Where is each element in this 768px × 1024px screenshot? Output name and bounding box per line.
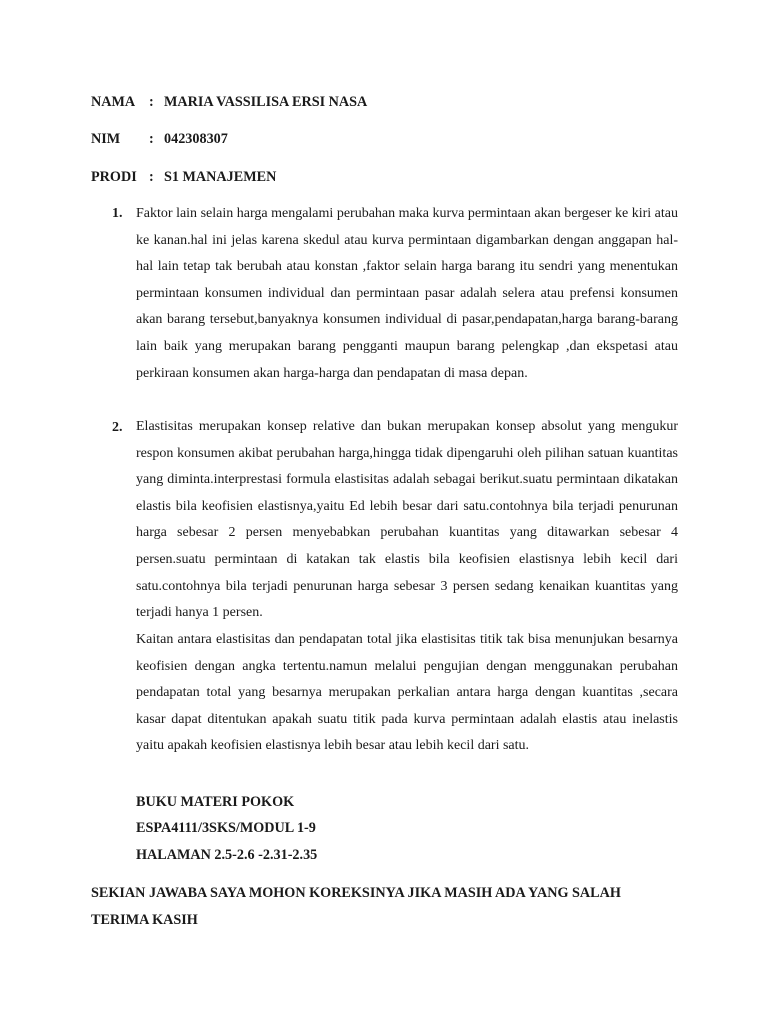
closing-line-2: TERIMA KASIH <box>91 912 198 928</box>
answer-1-number: 1. <box>112 206 123 221</box>
reference-pages: HALAMAN 2.5-2.6 -2.31-2.35 <box>136 847 318 863</box>
answer-2-paragraph-2: Kaitan antara elastisitas dan pendapatan total jika elastisitas titik tak bisa menunjukan besarnya keofisien dengan angka tertentu.namun melalui pengujian dengan menggunakan perubahan pendapatan total yang besarnya merupakan perkalian antara harga dengan kuantitas ,secara kasar dapat ditentukan apakah suatu titik pada kurva permintaan adalah elastis atau inelastis yaitu apakah keofisien elastisnya lebih besar atau lebih kecil dari satu. <box>136 632 678 754</box>
nim-label: NIM <box>91 131 121 147</box>
reference-book: BUKU MATERI POKOK <box>136 794 295 810</box>
answer-2-number: 2. <box>112 420 123 435</box>
prodi-field <box>91 169 277 186</box>
closing-note <box>91 880 678 934</box>
closing-line-1: SEKIAN JAWABA SAYA MOHON KOREKSINYA JIKA MASIH ADA YANG SALAH <box>91 885 621 901</box>
reference-code: ESPA4111/3SKS/MODUL 1-9 <box>136 820 316 836</box>
answer-2-paragraph: Elastisitas merupakan konsep relative dan bukan merupakan konsep absolut yang mengukur respon konsumen akibat perubahan harga,hingga tidak dipengaruhi oleh pilihan satuan kuantitas yang diminta.interprestasi formula elastisitas adalah sebagai berikut.suatu permintaan dikatakan elastis bila keofisien elastisnya,yaitu Ed lebih besar dari satu.contohnya bila terjadi penurunan harga sebesar 2 persen menyebabkan perubahan kuantitas yang ditawarkan sebesar 4 persen.suatu permintaan di katakan tak elastis bila keofisien elastisnya lebih kecil dari satu.contohnya bila terjadi penurunan harga sebesar 3 persen sedang kenaikan kuantitas yang terjadi hanya 1 persen. <box>136 419 678 621</box>
answer-1-paragraph: Faktor lain selain harga mengalami perubahan maka kurva permintaan akan bergeser ke kiri atau ke kanan.hal ini jelas karena skedul atau kurva permintaan digambarkan dengan anggapan hal-hal lain tetap tak berubah atau konstan ,faktor selain harga barang itu sendri yang menentukan permintaan konsumen individual dan permintaan pasar adalah selera atau prefensi konsumen akan barang tersebut,banyaknya konsumen individual di pasar,pendapatan,harga barang-barang lain baik yang merupakan barang pengganti maupun barang pelengkap ,dan ekspetasi atau perkiraan konsumen akan harga-harga dan pendapatan di masa depan. <box>136 206 678 381</box>
nama-label: NAMA <box>91 94 136 110</box>
nim-separator: : <box>149 131 154 147</box>
nim-value: 042308307 <box>164 131 228 147</box>
prodi-label: PRODI <box>91 169 137 185</box>
nama-field <box>91 94 368 111</box>
nama-separator: : <box>149 94 154 110</box>
nama-value: MARIA VASSILISA ERSI NASA <box>164 94 368 110</box>
prodi-separator: : <box>149 169 154 185</box>
prodi-value: S1 MANAJEMEN <box>164 169 277 185</box>
nim-field <box>91 131 228 148</box>
